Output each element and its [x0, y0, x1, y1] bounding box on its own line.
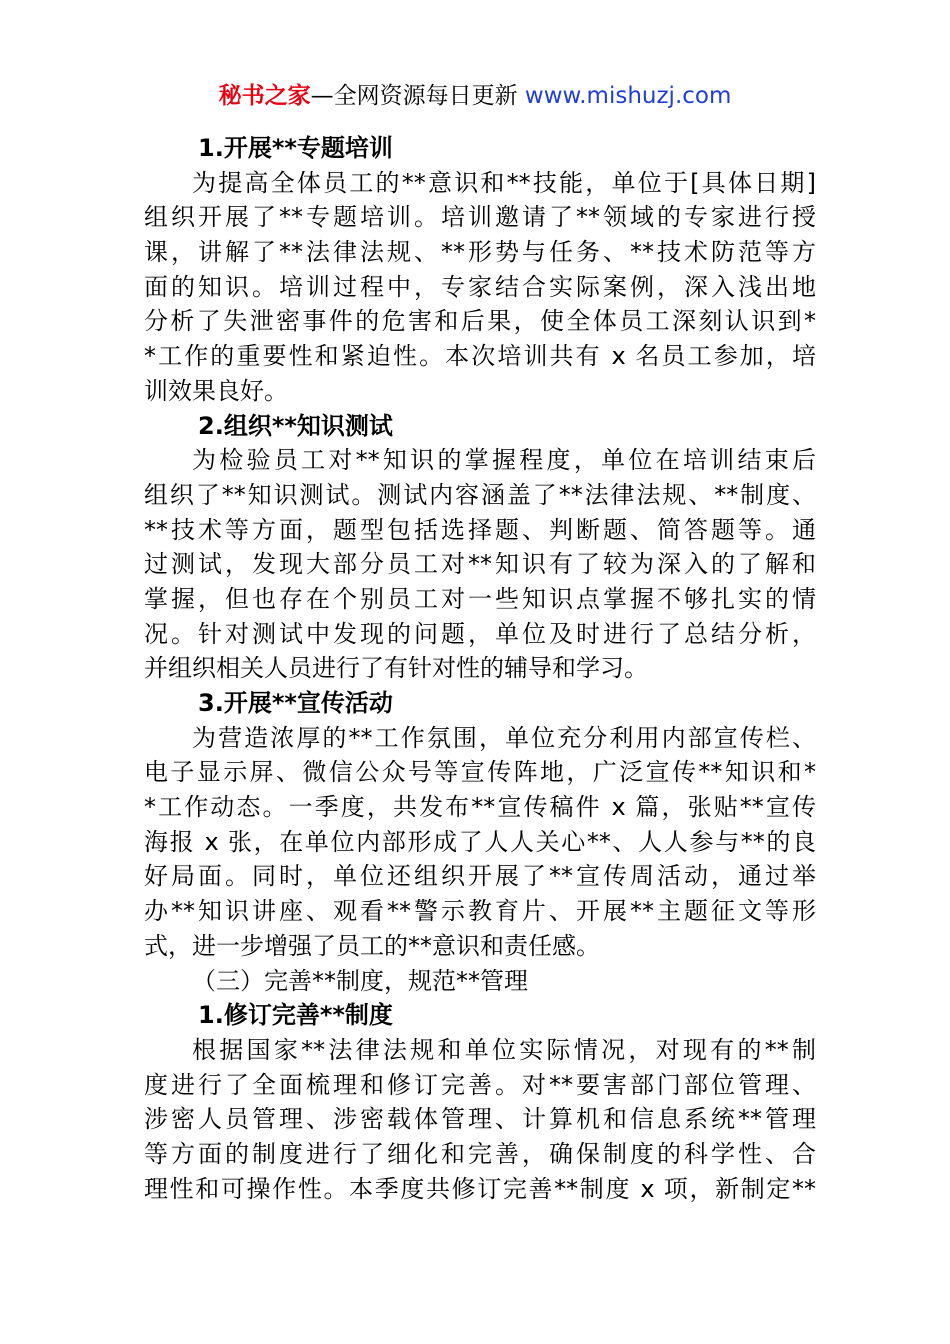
paragraph-line: 等方面的制度进行了细化和完善，确保制度的科学性、合 — [144, 1139, 816, 1168]
paragraph-line: 好局面。同时，单位还组织开展了**宣传周活动，通过举 — [144, 862, 816, 891]
paragraph-line: 掌握，但也存在个别员工对一些知识点掌握不够扎实的情 — [144, 584, 816, 613]
paragraph-line: 并组织相关人员进行了有针对性的辅导和学习。 — [144, 654, 648, 683]
paragraph-line: *工作动态。一季度，共发布**宣传稿件 x 篇，张贴**宣传 — [144, 793, 816, 822]
paragraph-line: 度进行了全面梳理和修订完善。对**要害部门部位管理、 — [144, 1070, 816, 1099]
site-slogan: —全网资源每日更新 — [310, 83, 518, 109]
paragraph-line: 涉密人员管理、涉密载体管理、计算机和信息系统**管理 — [144, 1105, 816, 1134]
paragraph-line: *工作的重要性和紧迫性。本次培训共有 x 名员工参加，培 — [144, 342, 816, 371]
heading-publicity-activities: 3.开展**宣传活动 — [198, 689, 393, 717]
paragraph-line: 过测试，发现大部分员工对**知识有了较为深入的了解和 — [144, 550, 816, 579]
paragraph-line: 电子显示屏、微信公众号等宣传阵地，广泛宣传**知识和* — [144, 758, 816, 787]
document-body — [144, 131, 816, 1206]
paragraph-line: 组织了**知识测试。测试内容涵盖了**法律法规、**制度、 — [144, 480, 816, 509]
paragraph-line: 组织开展了**专题培训。培训邀请了**领域的专家进行授 — [144, 203, 816, 232]
paragraph-line: 为提高全体员工的**意识和**技能，单位于[具体日期] — [192, 168, 816, 197]
paragraph-line: 根据国家**法律法规和单位实际情况，对现有的**制 — [192, 1035, 816, 1064]
paragraph-line: 况。针对测试中发现的问题，单位及时进行了总结分析， — [144, 619, 816, 648]
site-url-link[interactable]: www.mishuzj.com — [524, 83, 732, 109]
paragraph-line: 式，进一步增强了员工的**意识和责任感。 — [144, 931, 600, 960]
section-heading-improve-system: （三）完善**制度，规范**管理 — [192, 966, 528, 995]
site-brand-name: 秘书之家 — [218, 83, 311, 109]
paragraph-line: 为营造浓厚的**工作氛围，单位充分利用内部宣传栏、 — [192, 723, 816, 752]
heading-knowledge-test: 2.组织**知识测试 — [198, 411, 393, 440]
paragraph-line: 分析了失泄密事件的危害和后果，使全体员工深刻认识到* — [144, 307, 816, 336]
paragraph-line: 海报 x 张，在单位内部形成了人人关心**、人人参与**的良 — [144, 827, 816, 856]
site-banner — [0, 80, 950, 112]
paragraph-line: 课，讲解了**法律法规、**形势与任务、**技术防范等方 — [144, 238, 816, 267]
paragraph-line: 训效果良好。 — [144, 376, 288, 405]
paragraph-line: 办**知识讲座、观看**警示教育片、开展**主题征文等形 — [144, 897, 816, 926]
paragraph-line: 面的知识。培训过程中，专家结合实际案例，深入浅出地 — [144, 272, 816, 301]
heading-revise-system: 1.修订完善**制度 — [198, 1001, 393, 1030]
paragraph-line: 为检验员工对**知识的掌握程度，单位在培训结束后 — [192, 446, 816, 475]
paragraph-line: **技术等方面，题型包括选择题、判断题、简答题等。通 — [144, 515, 816, 544]
heading-special-training: 1.开展**专题培训 — [198, 134, 393, 162]
paragraph-line: 理性和可操作性。本季度共修订完善**制度 x 项，新制定** — [144, 1174, 816, 1203]
